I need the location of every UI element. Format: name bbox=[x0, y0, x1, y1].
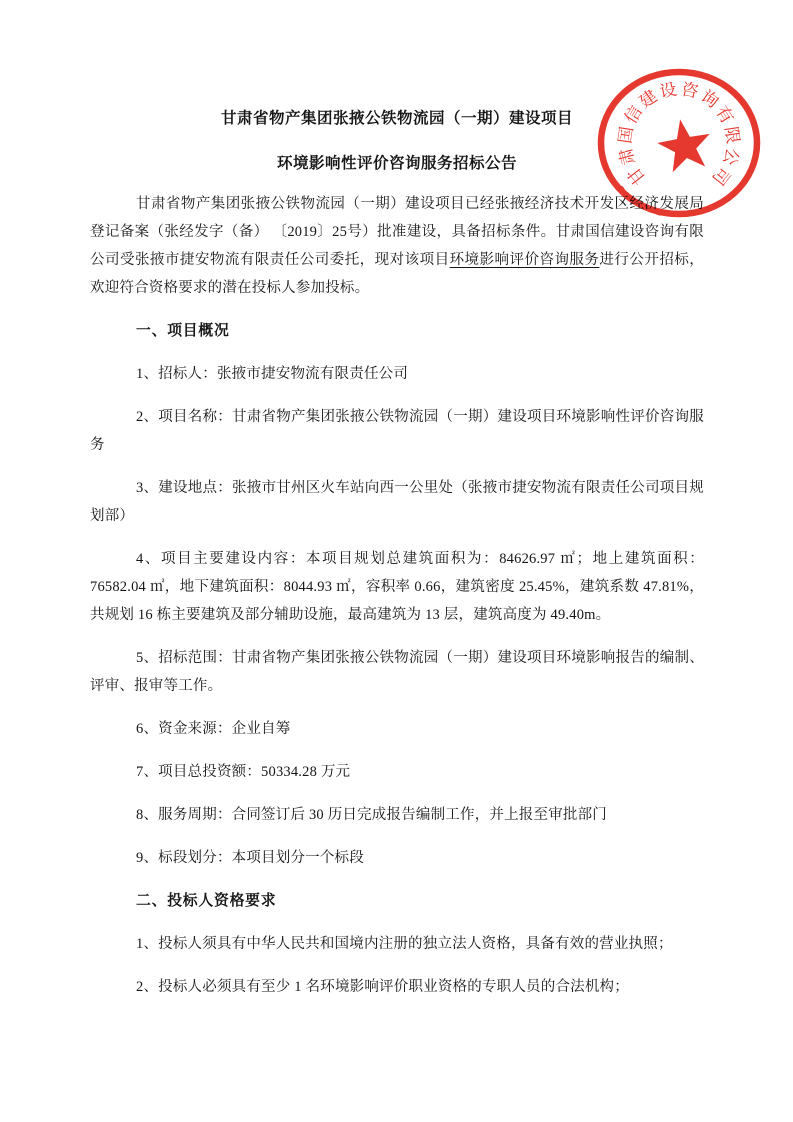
stamp-ring-char: 有 bbox=[711, 102, 738, 128]
section-1-item-4: 4、项目主要建设内容：本项目规划总建筑面积为：84626.97 ㎡；地上建筑面积：76582.04 ㎡，地下建筑面积：8044.93 ㎡，容积率 0.66，建筑密度 25.45%，建筑系数 47.81%，共规划 16 栋主要建筑及部分辅助设施，最高建筑为 13 层，建筑高度为 49.40m。 bbox=[90, 551, 704, 623]
doc-title-line-1: 甘肃省物产集团张掖公铁物流园（一期）建设项目 bbox=[220, 110, 573, 127]
intro-text-pre: 甘肃省物产集团张掖公铁物流园（一期）建设项目已经张掖经济技术开发区经济发展局登记备案（张经发字（备） 〔2019〕25号）批准建设，具备招标条件。甘肃国信建设咨询有限公司受张掖市捷安物流有限责任公司委托，现对该项目 bbox=[90, 196, 704, 268]
stamp-ring-char: 国 bbox=[615, 125, 637, 145]
section-2-heading: 二、投标人资格要求 bbox=[136, 893, 277, 909]
section-1-item-5: 5、招标范围：甘肃省物产集团张掖公铁物流园（一期）建设项目环境影响报告的编制、评审、报审等工作。 bbox=[90, 650, 704, 694]
section-1-item-9: 9、标段划分：本项目划分一个标段 bbox=[136, 850, 364, 866]
stamp-ring-char: 肃 bbox=[615, 145, 639, 168]
stamp-ring-char: 设 bbox=[657, 79, 679, 102]
underlined-phrase: 环境影响评价咨询服务 bbox=[449, 252, 600, 268]
section-1-item-2: 2、项目名称：甘肃省物产集团张掖公铁物流园（一期）建设项目环境影响性评价咨询服务 bbox=[90, 409, 704, 453]
stamp-ring-char: 咨 bbox=[679, 79, 701, 102]
section-2-item-2: 2、投标人必须具有至少 1 名环境影响评价职业资格的专职人员的合法机构； bbox=[136, 979, 629, 995]
section-1-item-7: 7、项目总投资额：50334.28 万元 bbox=[136, 764, 351, 780]
section-1-item-3: 3、建设地点：张掖市甘州区火车站向西一公里处（张掖市捷安物流有限责任公司项目规划部） bbox=[90, 480, 704, 524]
stamp-ring-char: 公 bbox=[719, 145, 743, 168]
stamp-ring-char: 司 bbox=[708, 163, 734, 189]
stamp-ring-char: 建 bbox=[635, 86, 661, 112]
section-1-heading: 一、项目概况 bbox=[136, 323, 230, 339]
section-2-item-1: 1、投标人须具有中华人民共和国境内注册的独立法人资格，具备有效的营业执照； bbox=[136, 936, 673, 952]
company-seal-stamp bbox=[591, 55, 767, 231]
section-1-item-6: 6、资金来源：企业自筹 bbox=[136, 721, 291, 737]
stamp-ring-char: 询 bbox=[697, 86, 723, 112]
stamp-ring-char: 限 bbox=[721, 125, 743, 145]
stamp-star-icon bbox=[654, 115, 715, 174]
stamp-ring-char: 信 bbox=[620, 102, 647, 128]
stamp-ring-char: 甘 bbox=[624, 163, 650, 189]
intro-text-post: 进行公开招标，欢迎符合资格要求的潜在投标人参加投标。 bbox=[90, 252, 704, 296]
section-1-item-8: 8、服务周期：合同签订后 30 历日完成报告编制工作，并上报至审批部门 bbox=[136, 807, 607, 823]
doc-title-line-2: 环境影响性评价咨询服务招标公告 bbox=[276, 155, 517, 172]
section-1-item-1: 1、招标人：张掖市捷安物流有限责任公司 bbox=[136, 366, 409, 382]
